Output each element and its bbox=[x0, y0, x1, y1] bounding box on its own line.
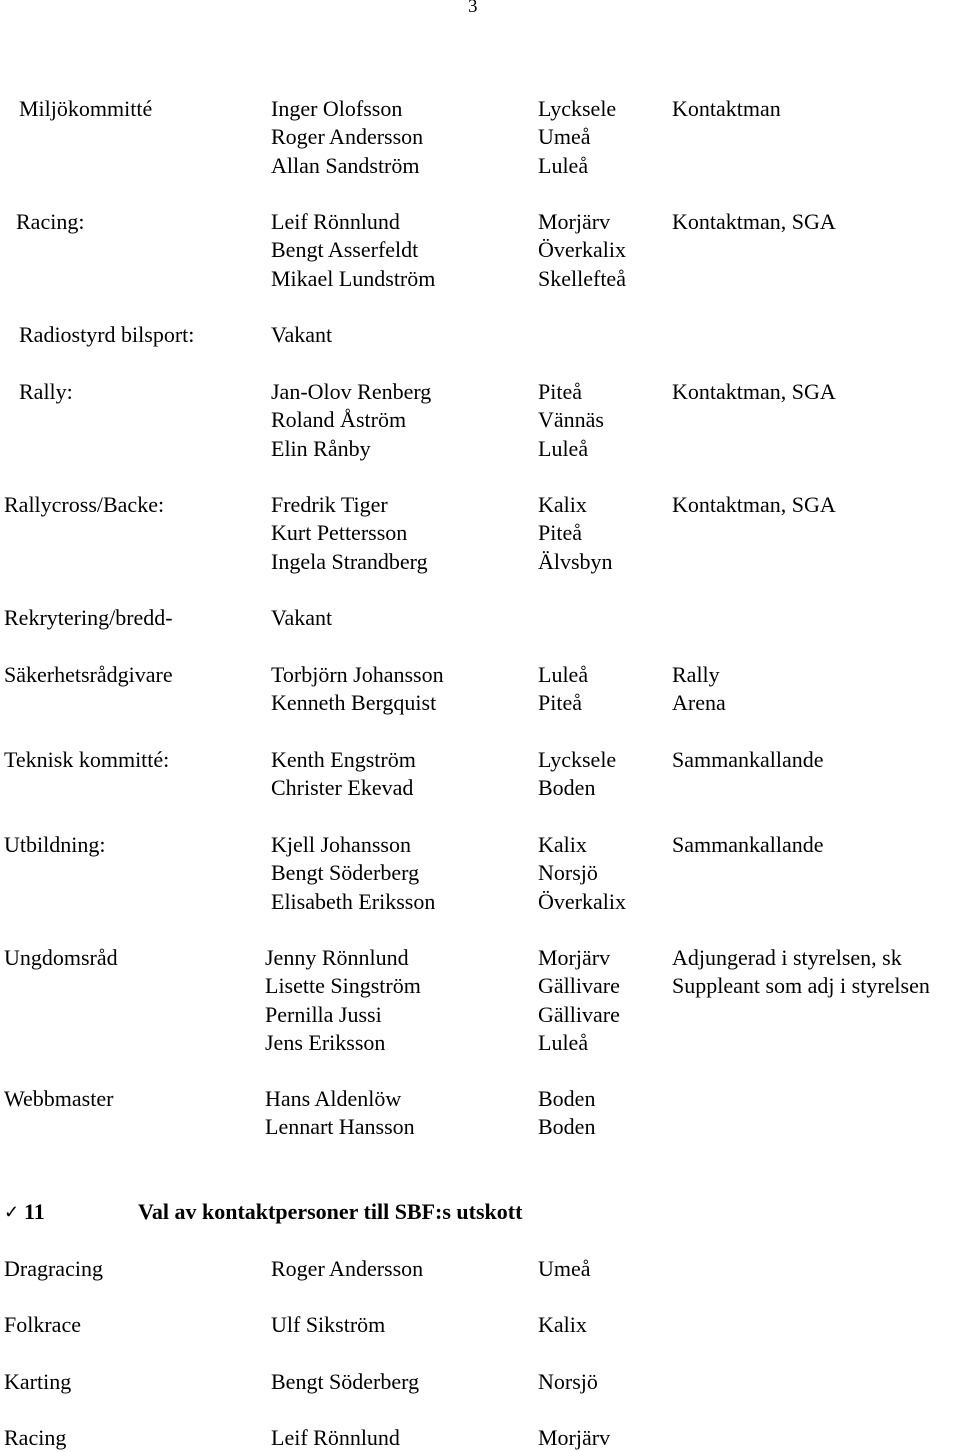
member-name: Kenth Engström bbox=[271, 747, 416, 772]
member-role: Kontaktman, SGA bbox=[672, 492, 836, 517]
member-role: Kontaktman, SGA bbox=[672, 379, 836, 404]
bullet-icon: ✓ bbox=[4, 1202, 20, 1222]
contact-city: Morjärv bbox=[538, 1425, 611, 1450]
member-name: Kurt Pettersson bbox=[271, 520, 408, 546]
committee-label: Miljökommitté bbox=[19, 96, 153, 121]
committee-row bbox=[0, 378, 960, 406]
member-name: Leif Rönnlund bbox=[271, 209, 400, 234]
committee-label: Rally: bbox=[19, 379, 73, 404]
member-city: Boden bbox=[538, 1086, 596, 1111]
committee-row bbox=[0, 831, 960, 859]
member-city: Luleå bbox=[538, 662, 589, 687]
member-city: Gällivare bbox=[538, 1001, 620, 1027]
member-name: Christer Ekevad bbox=[271, 775, 414, 801]
committee-row bbox=[0, 661, 960, 689]
member-role: Sammankallande bbox=[672, 747, 824, 772]
member-name: Bengt Söderberg bbox=[271, 860, 420, 886]
member-city: Lycksele bbox=[538, 96, 617, 121]
committee-row bbox=[0, 1001, 960, 1029]
member-city: Kalix bbox=[538, 832, 587, 857]
member-city: Kalix bbox=[538, 492, 587, 517]
member-city: Piteå bbox=[538, 520, 582, 546]
member-city: Piteå bbox=[538, 690, 582, 716]
contact-label: Racing bbox=[4, 1425, 67, 1450]
member-city: Norsjö bbox=[538, 860, 598, 886]
committee-label: Teknisk kommitté: bbox=[4, 747, 170, 772]
committee-row bbox=[0, 519, 960, 547]
committee-row bbox=[0, 491, 960, 519]
contact-name: Roger Andersson bbox=[271, 1256, 424, 1281]
page-number: 3 bbox=[468, 0, 478, 17]
member-city: Älvsbyn bbox=[538, 548, 613, 574]
member-name: Roland Åström bbox=[271, 407, 407, 433]
committee-row bbox=[0, 944, 960, 972]
committee-row bbox=[0, 321, 960, 349]
member-role: Adjungerad i styrelsen, sk bbox=[672, 945, 902, 970]
contact-label: Dragracing bbox=[4, 1256, 103, 1281]
contact-row bbox=[0, 1311, 960, 1339]
member-name: Fredrik Tiger bbox=[271, 492, 388, 517]
contact-name: Ulf Sikström bbox=[271, 1312, 386, 1337]
committee-row bbox=[0, 123, 960, 151]
member-city: Morjärv bbox=[538, 209, 611, 234]
committee-label: Säkerhetsrådgivare bbox=[4, 662, 173, 687]
committee-row bbox=[0, 152, 960, 180]
member-city: Lycksele bbox=[538, 747, 617, 772]
committee-label: Ungdomsråd bbox=[4, 945, 118, 970]
member-name: Bengt Asserfeldt bbox=[271, 237, 419, 263]
committee-label: Rallycross/Backe: bbox=[4, 492, 165, 517]
member-name: Jenny Rönnlund bbox=[265, 945, 409, 970]
member-city: Morjärv bbox=[538, 945, 611, 970]
committee-row bbox=[0, 1113, 960, 1141]
member-city: Luleå bbox=[538, 1029, 589, 1055]
member-city: Umeå bbox=[538, 124, 591, 150]
member-role: Rally bbox=[672, 662, 720, 687]
contact-label: Karting bbox=[4, 1369, 72, 1394]
committee-row bbox=[0, 95, 960, 123]
member-name: Inger Olofsson bbox=[271, 96, 403, 121]
member-city: Luleå bbox=[538, 435, 589, 461]
committee-row bbox=[0, 859, 960, 887]
member-name: Ingela Strandberg bbox=[271, 548, 428, 574]
contact-label: Folkrace bbox=[4, 1312, 81, 1337]
section-heading bbox=[0, 1197, 960, 1227]
member-name: Allan Sandström bbox=[271, 152, 420, 178]
section-title: Val av kontaktpersoner till SBF:s utskott bbox=[138, 1199, 523, 1224]
contact-row bbox=[0, 1368, 960, 1396]
committee-row bbox=[0, 548, 960, 576]
contact-city: Norsjö bbox=[538, 1369, 598, 1394]
member-role: Suppleant som adj i styrelsen bbox=[672, 973, 930, 999]
contact-name: Bengt Söderberg bbox=[271, 1369, 420, 1394]
member-name: Vakant bbox=[271, 605, 333, 630]
committee-row bbox=[0, 774, 960, 802]
committee-label: Rekrytering/bredd- bbox=[4, 605, 173, 630]
contact-row bbox=[0, 1424, 960, 1452]
committee-label: Utbildning: bbox=[4, 832, 106, 857]
member-city: Boden bbox=[538, 1114, 596, 1140]
member-name: Jens Eriksson bbox=[265, 1029, 386, 1055]
member-name: Elisabeth Eriksson bbox=[271, 888, 436, 914]
member-city: Vännäs bbox=[538, 407, 604, 433]
section-number: 11 bbox=[24, 1199, 45, 1224]
member-name: Mikael Lundström bbox=[271, 265, 436, 291]
committee-row bbox=[0, 435, 960, 463]
member-name: Hans Aldenlöw bbox=[265, 1086, 402, 1111]
committee-row bbox=[0, 1085, 960, 1113]
committee-row bbox=[0, 236, 960, 264]
contact-city: Kalix bbox=[538, 1312, 587, 1337]
member-name: Torbjörn Johansson bbox=[271, 662, 444, 687]
member-name: Roger Andersson bbox=[271, 124, 424, 150]
committee-row bbox=[0, 689, 960, 717]
committee-row bbox=[0, 208, 960, 236]
member-name: Vakant bbox=[271, 322, 333, 347]
member-name: Lisette Singström bbox=[265, 973, 421, 999]
committee-row bbox=[0, 265, 960, 293]
member-role: Kontaktman, SGA bbox=[672, 209, 836, 234]
contact-name: Leif Rönnlund bbox=[271, 1425, 400, 1450]
member-role: Arena bbox=[672, 690, 726, 716]
member-role: Sammankallande bbox=[672, 832, 824, 857]
member-city: Överkalix bbox=[538, 237, 626, 263]
member-name: Lennart Hansson bbox=[265, 1114, 415, 1140]
member-name: Pernilla Jussi bbox=[265, 1001, 382, 1027]
member-name: Elin Rånby bbox=[271, 435, 371, 461]
member-city: Gällivare bbox=[538, 973, 620, 999]
committee-row bbox=[0, 972, 960, 1000]
committee-row bbox=[0, 746, 960, 774]
member-name: Kenneth Bergquist bbox=[271, 690, 437, 716]
member-role: Kontaktman bbox=[672, 96, 781, 121]
member-city: Piteå bbox=[538, 379, 582, 404]
committee-row bbox=[0, 888, 960, 916]
member-city: Överkalix bbox=[538, 888, 626, 914]
contact-city: Umeå bbox=[538, 1256, 591, 1281]
member-name: Jan-Olov Renberg bbox=[271, 379, 432, 404]
member-city: Luleå bbox=[538, 152, 589, 178]
member-name: Kjell Johansson bbox=[271, 832, 411, 857]
committee-row bbox=[0, 406, 960, 434]
committee-label: Radiostyrd bilsport: bbox=[19, 322, 195, 347]
contact-row bbox=[0, 1255, 960, 1283]
committee-label: Racing: bbox=[16, 209, 85, 234]
committee-row bbox=[0, 1029, 960, 1057]
committee-row bbox=[0, 604, 960, 632]
member-city: Boden bbox=[538, 775, 596, 801]
committee-label: Webbmaster bbox=[4, 1086, 114, 1111]
member-city: Skellefteå bbox=[538, 265, 626, 291]
